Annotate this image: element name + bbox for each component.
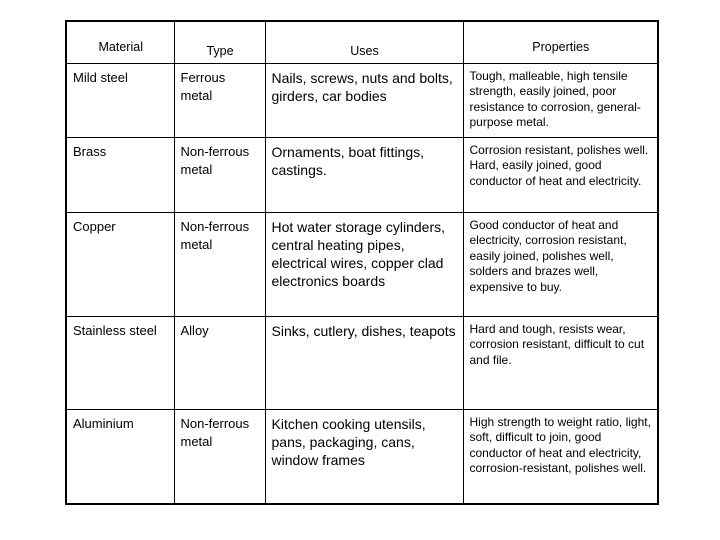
- table-row: [66, 409, 658, 504]
- cell-material: Brass: [66, 137, 174, 212]
- header-row: [66, 21, 658, 63]
- cell-material: Copper: [66, 212, 174, 316]
- cell-properties: Tough, malleable, high tensile strength, easily joined, poor resistance to corrosion, general-purpose metal.: [463, 63, 658, 137]
- table-row: [66, 212, 658, 316]
- table-row: [66, 63, 658, 137]
- table-row: [66, 137, 658, 212]
- cell-type: Non-ferrous metal: [174, 212, 265, 316]
- cell-type: Alloy: [174, 316, 265, 409]
- cell-type: Non-ferrous metal: [174, 137, 265, 212]
- cell-properties: High strength to weight ratio, light, soft, difficult to join, good conductor of heat and electricity, corrosion-resistant, polishes well.: [463, 409, 658, 504]
- cell-properties: Good conductor of heat and electricity, corrosion resistant, easily joined, polishes well, solders and brazes well, expensive to buy.: [463, 212, 658, 316]
- cell-properties: Corrosion resistant, polishes well. Hard, easily joined, good conductor of heat and electricity.: [463, 137, 658, 212]
- cell-uses: Ornaments, boat fittings, castings.: [265, 137, 463, 212]
- cell-material: Aluminium: [66, 409, 174, 504]
- cell-uses: Hot water storage cylinders, central heating pipes, electrical wires, copper clad electronics boards: [265, 212, 463, 316]
- cell-uses: Sinks, cutlery, dishes, teapots: [265, 316, 463, 409]
- cell-material: Stainless steel: [66, 316, 174, 409]
- cell-uses: Kitchen cooking utensils, pans, packaging, cans, window frames: [265, 409, 463, 504]
- header-type: Type: [174, 21, 265, 63]
- materials-table: [65, 20, 659, 505]
- cell-material: Mild steel: [66, 63, 174, 137]
- cell-properties: Hard and tough, resists wear, corrosion resistant, difficult to cut and file.: [463, 316, 658, 409]
- cell-type: Non-ferrous metal: [174, 409, 265, 504]
- header-properties: Properties: [463, 21, 658, 63]
- cell-uses: Nails, screws, nuts and bolts, girders, car bodies: [265, 63, 463, 137]
- header-material: Material: [66, 21, 174, 63]
- cell-type: Ferrous metal: [174, 63, 265, 137]
- header-uses: Uses: [265, 21, 463, 63]
- table-row: [66, 316, 658, 409]
